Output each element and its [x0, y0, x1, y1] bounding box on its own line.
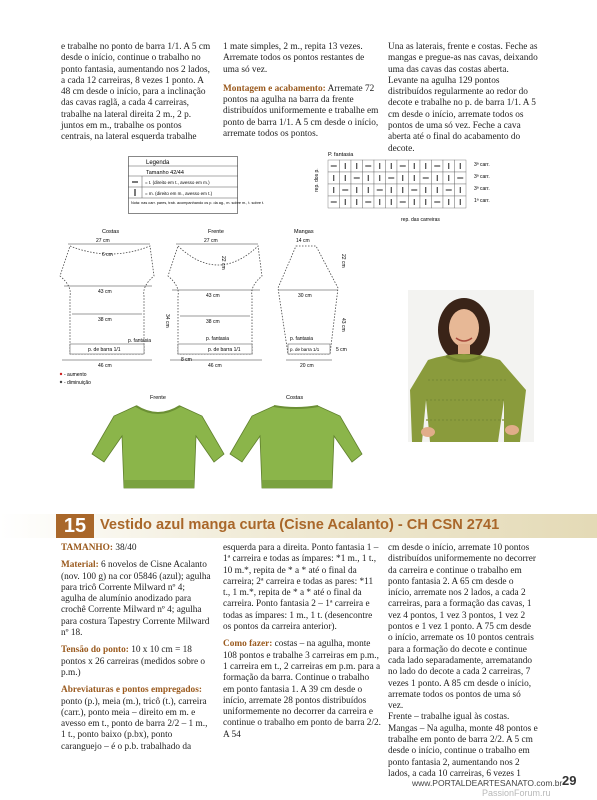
top-col1-text: e trabalhe no ponto de barra 1/1. A 5 cm desde o início, continue o trabalho no ponto fantasia, aumentando nos 2 lados, a cada 12 carreiras, 8 vezes 1 ponto. A 48 cm desde o início, para a inclinação das cavas raglã, a cada 4 carreiras, trabalhe na lateral direita 2 m., 2 p. juntos em m., trabalhe os pontos centrais, na lateral esquerda trabalhe	[61, 42, 211, 143]
mangas-width: 30 cm	[298, 293, 312, 299]
tension-label: Tensão do ponto:	[61, 645, 129, 656]
frente-neck-depth: 22 cm	[220, 256, 226, 270]
costas-label: Costas	[102, 229, 120, 235]
size-value: 38/40	[115, 543, 137, 553]
bottom-column-2	[223, 543, 381, 741]
tension-text: 10 x 10 cm = 18 pontos x 26 carreiras (medidos sobre o p.m.)	[61, 645, 206, 678]
front-text: Frente – trabalhe igual às costas.	[388, 712, 510, 723]
costas-rib: p. de barra 1/1	[88, 347, 121, 353]
material-text: 6 novelos de Cisne Acalanto (nov. 100 g) na cor 05846 (azul); agulha para tricô Corrente Milward nº 4; agulha de alumínio anodizado para crochê Corrente Milward nº 4; agulha para costura Tapestry Corrente Milward nº 18.	[61, 560, 211, 639]
size-line	[61, 543, 211, 554]
legend-size: Tamanho 42/44	[146, 170, 184, 176]
legend-note: Nota: nas carr. pares, trab. acompanhando os p. da ag., m. sobre m., t. sobre t.	[131, 201, 265, 205]
model-photo	[408, 290, 534, 442]
tension-paragraph	[61, 645, 211, 679]
back-cont-text: cm desde o início, arremate 10 pontos distribuídos uniformemente no decorrer da carreira e continue o trabalho em ponto fantasia 2. A 65 cm desde o início, arremate nos 2 lados, a cada 2 carreiras, para a formação das cavas, 1 vez 4 pontos, 1 vez 3 pontos, 1 vez 2 pontos e 1 vez 1 ponto. A 75 cm desde o início, arremate os 10 pontos centrais para a formação do decote e continue cada lado separadamente, arrematando no lado do decote a cada 2 carreiras, 7 vezes 1 ponto. A 85 cm desde o início, arremate todos os pontos de uma só vez.	[388, 543, 536, 712]
top-column-2	[223, 42, 381, 140]
key-decrease: - diminuição	[64, 380, 91, 386]
section-title: Vestido azul manga curta (Cisne Acalanto) - CH CSN 2741	[100, 517, 500, 533]
top-col3-text: Una as laterais, frente e costas. Feche as mangas e pregue-as nas cavas, deixando uma das cavas das costas aberta. Levante na agulha 129 pontos distribuídos regularmente ao redor do decote e trabalhe no p. de barra 1/1. A 5 cm desde o início, arremate todos os pontos de uma só vez. Feche a cava aberta até o final do acabamento do decote.	[388, 42, 538, 154]
sweater-illustrations	[84, 392, 374, 496]
front-sweater	[92, 406, 224, 488]
section-number: 15	[56, 514, 94, 538]
bottom-column-3	[388, 543, 538, 780]
back-view-label: Costas	[286, 395, 304, 401]
chart-title: P. fantasia	[328, 152, 354, 158]
top-col2-assembly	[223, 84, 381, 140]
page-number: 29	[562, 773, 577, 788]
costas-neck: 6 cm	[102, 252, 113, 258]
frente-bottom: 46 cm	[208, 363, 222, 369]
howto-paragraph	[223, 639, 381, 741]
frente-top: 27 cm	[204, 238, 218, 244]
fancy-stitch-text: esquerda para a direita. Ponto fantasia 1 – 1ª carreira e todas as ímpares: *1 m., 1 t., 10 m.*, repita de * a * até o final da carreira; 2ª carreira e todas as pares: *11 t., 1 m.*, repita de * a * até o final da carreira. Ponto fantasia 2 – 1ª carreira e todas as ímpares: 1 m., 1 t. (desencontre os pontos da carreira anterior).	[223, 543, 379, 633]
legend-row2: = m. (direito em m., avesso em t.)	[145, 191, 213, 196]
abbr-paragraph	[61, 685, 211, 753]
frente-side: 34 cm	[164, 314, 170, 328]
footer-url[interactable]: www.PORTALDEARTESANATO.com.br	[412, 778, 563, 788]
chart-row-label: 3ª carr.	[474, 174, 490, 180]
size-label: TAMANHO:	[61, 543, 113, 553]
top-column-1	[61, 42, 211, 144]
chart-grid	[328, 160, 466, 208]
assembly-label: Montagem e acabamento:	[223, 83, 326, 94]
abbr-label: Abreviaturas e pontos empregados:	[61, 685, 202, 696]
howto-text: costas – na agulha, monte 108 pontos e trabalhe 3 carreiras em p.m., 1 carreira em t., 2 carreiras em p.m. para a formação da barra. Continue o trabalho em ponto fantasia 1. A 39 cm desde o início, arremate 28 pontos distribuídos uniformemente no decorrer da carreira e continue o trabalho em ponto de barra 2/2. A 54	[223, 639, 381, 740]
frente-rib: p. de barra 1/1	[208, 347, 241, 353]
abbr-text: ponto (p.), meia (m.), tricô (t.), carreira (carr.), ponto meia – direito em m. e avesso em t., ponto de barra 2/2 – 1 m., 1 t., ponto baixo (p.bx), ponto caranguejo – é o p.b. trabalhado da	[61, 696, 208, 752]
chart-side-label: rep. dos p.	[314, 168, 320, 192]
costas-bottom: 46 cm	[98, 363, 112, 369]
material-label: Material:	[61, 560, 99, 571]
top-column-3	[388, 42, 538, 155]
legend-title: Legenda	[146, 160, 170, 166]
sleeves-text: Mangas – Na agulha, monte 48 pontos e trabalhe em ponto de barra 2/2. A 5 cm desde o início, continue o trabalho em ponto fantasia 2, aumentando nos 2 lados, a cada 10 carreiras, 6 vezes 1	[388, 723, 538, 779]
costas-pattern: p. fantasia	[128, 338, 152, 344]
mangas-length: 43 cm	[340, 318, 346, 332]
schematics	[58, 226, 358, 388]
costas-waist: 38 cm	[98, 317, 112, 323]
frente-chest: 43 cm	[206, 293, 220, 299]
chart-row-label: 3ª carr.	[474, 186, 490, 192]
mangas-raglan: 22 cm	[340, 254, 346, 268]
howto-label: Como fazer:	[223, 639, 273, 650]
mangas-cuff: 5 cm	[336, 347, 347, 353]
frente-waist: 38 cm	[206, 319, 220, 325]
legend-row1: = t. (direito em t., avesso em m.)	[145, 180, 210, 185]
mangas-bottom: 20 cm	[300, 363, 314, 369]
frente-label: Frente	[208, 229, 224, 235]
chart-bottom-label: rep. das carreiras	[401, 217, 440, 223]
mangas-pattern: p. fantasia	[290, 336, 314, 342]
assembly-text: Arremate 72 pontos na agulha na barra da frente distribuídos uniformemente e trabalhe em ponto de barra 1/1. A 5 cm desde o início, arremate todos os pontos.	[223, 83, 379, 140]
key-increase: - aumento	[64, 372, 87, 378]
back-sweater	[230, 406, 362, 488]
section-banner	[0, 514, 597, 538]
watermark: PassionForum.ru	[482, 788, 551, 798]
top-col2-text: 1 mate simples, 2 m., repita 13 vezes. Arremate todos os pontos restantes de uma só vez.	[223, 42, 365, 75]
mangas-label: Mangas	[294, 229, 314, 235]
mangas-rib: p. de barra 1/1	[290, 347, 320, 352]
legend-box	[128, 156, 265, 214]
material-paragraph	[61, 560, 211, 639]
costas-chest: 43 cm	[98, 289, 112, 295]
frente-pattern: p. fantasia	[206, 336, 230, 342]
chart-row-label: 1ª carr.	[474, 198, 490, 204]
mangas-top: 14 cm	[296, 238, 310, 244]
front-view-label: Frente	[150, 395, 166, 401]
costas-top: 27 cm	[96, 238, 110, 244]
bottom-column-1	[61, 543, 211, 753]
chart-row-label: 3ª carr.	[474, 162, 490, 168]
frente-neck-side: 8 cm	[181, 357, 192, 363]
stitch-chart	[306, 148, 496, 224]
